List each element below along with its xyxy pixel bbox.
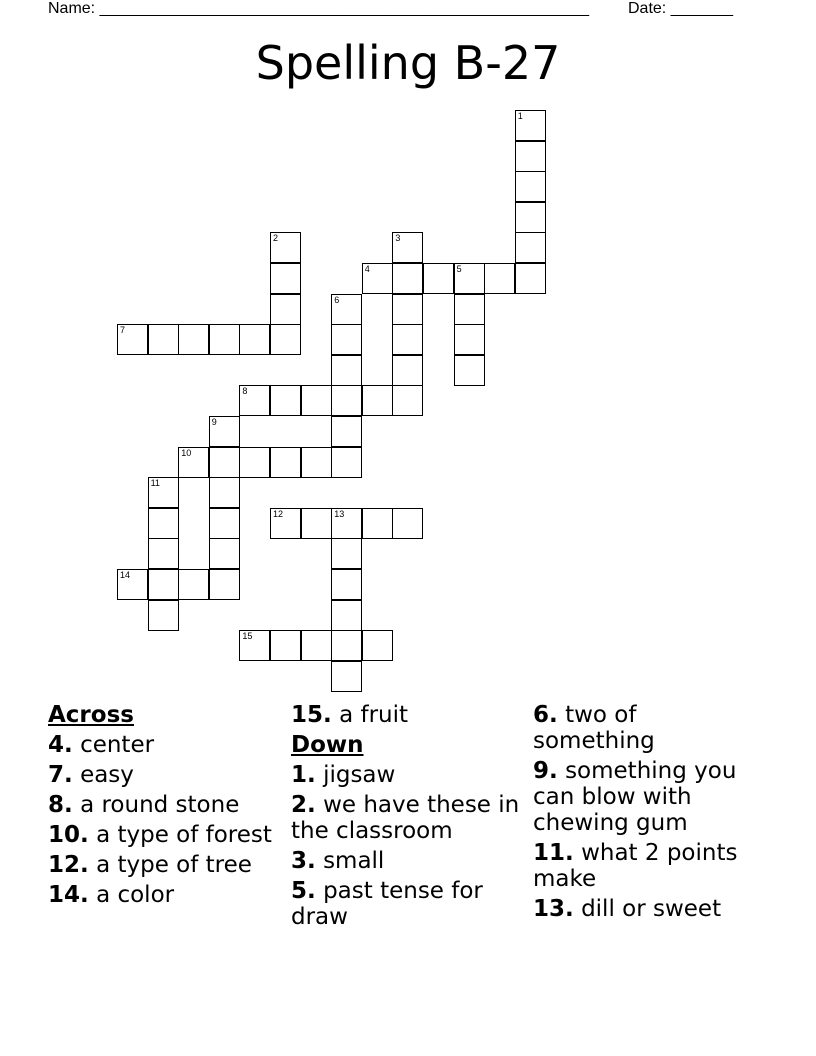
crossword-cell[interactable] <box>178 447 209 478</box>
crossword-cell[interactable] <box>239 630 270 661</box>
cell-number: 12 <box>273 508 284 519</box>
crossword-cell[interactable] <box>270 447 301 478</box>
cell-number: 9 <box>211 417 217 427</box>
across-heading: Across <box>48 702 134 728</box>
crossword-cell[interactable] <box>209 508 240 539</box>
down-clue-2: 2. we have these in the classroom <box>291 792 520 844</box>
down-clue-5: 5. past tense for draw <box>291 878 483 930</box>
down-clue-6: 6. two of something <box>533 702 655 754</box>
crossword-cell[interactable] <box>270 263 301 294</box>
across-clue-8: 8. a round stone <box>48 792 240 818</box>
crossword-cell[interactable] <box>362 263 393 294</box>
cell-number: 7 <box>120 325 126 336</box>
down-clue-9: 9. something you can blow with chewing gum <box>533 758 737 836</box>
crossword-cell[interactable] <box>148 324 179 355</box>
across-clue-14: 14. a color <box>48 882 175 908</box>
crossword-cell[interactable] <box>270 508 301 539</box>
crossword-cell[interactable] <box>454 294 485 325</box>
cell-number: 10 <box>181 447 192 458</box>
crossword-cell[interactable] <box>331 294 362 325</box>
across-clue-7: 7. easy <box>48 762 134 788</box>
cell-number: 5 <box>456 264 462 274</box>
crossword-cell[interactable] <box>515 263 546 294</box>
crossword-cell[interactable] <box>209 477 240 508</box>
crossword-cell[interactable] <box>331 355 362 386</box>
cell-number: 15 <box>242 631 253 642</box>
crossword-cell[interactable] <box>423 263 454 294</box>
crossword-cell[interactable] <box>515 110 546 141</box>
crossword-cell[interactable] <box>331 324 362 355</box>
crossword-cell[interactable] <box>270 385 301 416</box>
across-clue-15: 15. a fruit <box>291 702 409 728</box>
crossword-cell[interactable] <box>392 294 423 325</box>
cell-number: 4 <box>364 264 370 274</box>
date-field-label: Date: _______ <box>628 0 733 17</box>
crossword-cell[interactable] <box>331 447 362 478</box>
crossword-cell[interactable] <box>270 324 301 355</box>
crossword-cell[interactable] <box>484 263 515 294</box>
crossword-cell[interactable] <box>209 416 240 447</box>
clue-column-3 <box>533 702 763 926</box>
down-clue-3: 3. small <box>291 848 385 874</box>
crossword-cell[interactable] <box>454 355 485 386</box>
crossword-cell[interactable] <box>392 263 423 294</box>
crossword-cell[interactable] <box>270 232 301 263</box>
crossword-cell[interactable] <box>239 385 270 416</box>
crossword-cell[interactable] <box>392 385 423 416</box>
crossword-cell[interactable] <box>239 447 270 478</box>
cell-number: 3 <box>395 233 401 244</box>
crossword-cell[interactable] <box>392 324 423 355</box>
crossword-cell[interactable] <box>301 385 332 416</box>
cell-number: 11 <box>150 478 160 489</box>
crossword-cell[interactable] <box>117 324 148 355</box>
crossword-cell[interactable] <box>331 630 362 661</box>
crossword-cell[interactable] <box>148 538 179 569</box>
crossword-cell[interactable] <box>148 569 179 600</box>
page-title: Spelling B-27 <box>255 36 561 90</box>
cell-number: 13 <box>334 508 345 519</box>
across-clue-10: 10. a type of forest <box>48 822 272 848</box>
crossword-cell[interactable] <box>209 447 240 478</box>
crossword-cell[interactable] <box>209 569 240 600</box>
crossword-cell[interactable] <box>331 569 362 600</box>
crossword-cell[interactable] <box>239 324 270 355</box>
cell-number: 1 <box>517 111 523 121</box>
name-field-label: Name: _______________________________________________________ <box>48 0 589 17</box>
crossword-cell[interactable] <box>117 569 148 600</box>
down-clue-13: 13. dill or sweet <box>533 896 722 922</box>
across-clue-12: 12. a type of tree <box>48 852 252 878</box>
crossword-cell[interactable] <box>148 600 179 631</box>
down-clue-1: 1. jigsaw <box>291 762 396 788</box>
clue-column-2 <box>291 702 521 934</box>
clue-column-1 <box>48 702 278 912</box>
crossword-cell[interactable] <box>454 324 485 355</box>
cell-number: 14 <box>120 570 131 580</box>
cell-number: 8 <box>242 386 248 397</box>
cell-number: 2 <box>273 233 279 244</box>
across-clue-4: 4. center <box>48 732 155 758</box>
crossword-cell[interactable] <box>331 538 362 569</box>
crossword-cell[interactable] <box>270 630 301 661</box>
crossword-cell[interactable] <box>209 324 240 355</box>
down-clue-11: 11. what 2 points make <box>533 840 738 892</box>
crossword-cell[interactable] <box>331 385 362 416</box>
crossword-cell[interactable] <box>454 263 485 294</box>
crossword-cell[interactable] <box>515 141 546 172</box>
crossword-cell[interactable] <box>331 600 362 631</box>
crossword-cell[interactable] <box>362 508 393 539</box>
crossword-cell[interactable] <box>392 508 423 539</box>
crossword-cell[interactable] <box>148 508 179 539</box>
crossword-cell[interactable] <box>178 569 209 600</box>
crossword-cell[interactable] <box>331 661 362 692</box>
down-heading: Down <box>291 732 364 758</box>
crossword-cell[interactable] <box>148 477 179 508</box>
crossword-cell[interactable] <box>331 416 362 447</box>
crossword-cell[interactable] <box>331 508 362 539</box>
crossword-cell[interactable] <box>362 385 393 416</box>
crossword-cell[interactable] <box>515 171 546 202</box>
cell-number: 6 <box>334 294 340 305</box>
crossword-cell[interactable] <box>209 538 240 569</box>
crossword-cell[interactable] <box>301 508 332 539</box>
crossword-cell[interactable] <box>178 324 209 355</box>
crossword-cell[interactable] <box>270 294 301 325</box>
crossword-cell[interactable] <box>392 355 423 386</box>
crossword-cell[interactable] <box>301 447 332 478</box>
crossword-cell[interactable] <box>301 630 332 661</box>
crossword-cell[interactable] <box>392 232 423 263</box>
crossword-cell[interactable] <box>515 202 546 233</box>
crossword-cell[interactable] <box>362 630 393 661</box>
crossword-cell[interactable] <box>515 232 546 263</box>
